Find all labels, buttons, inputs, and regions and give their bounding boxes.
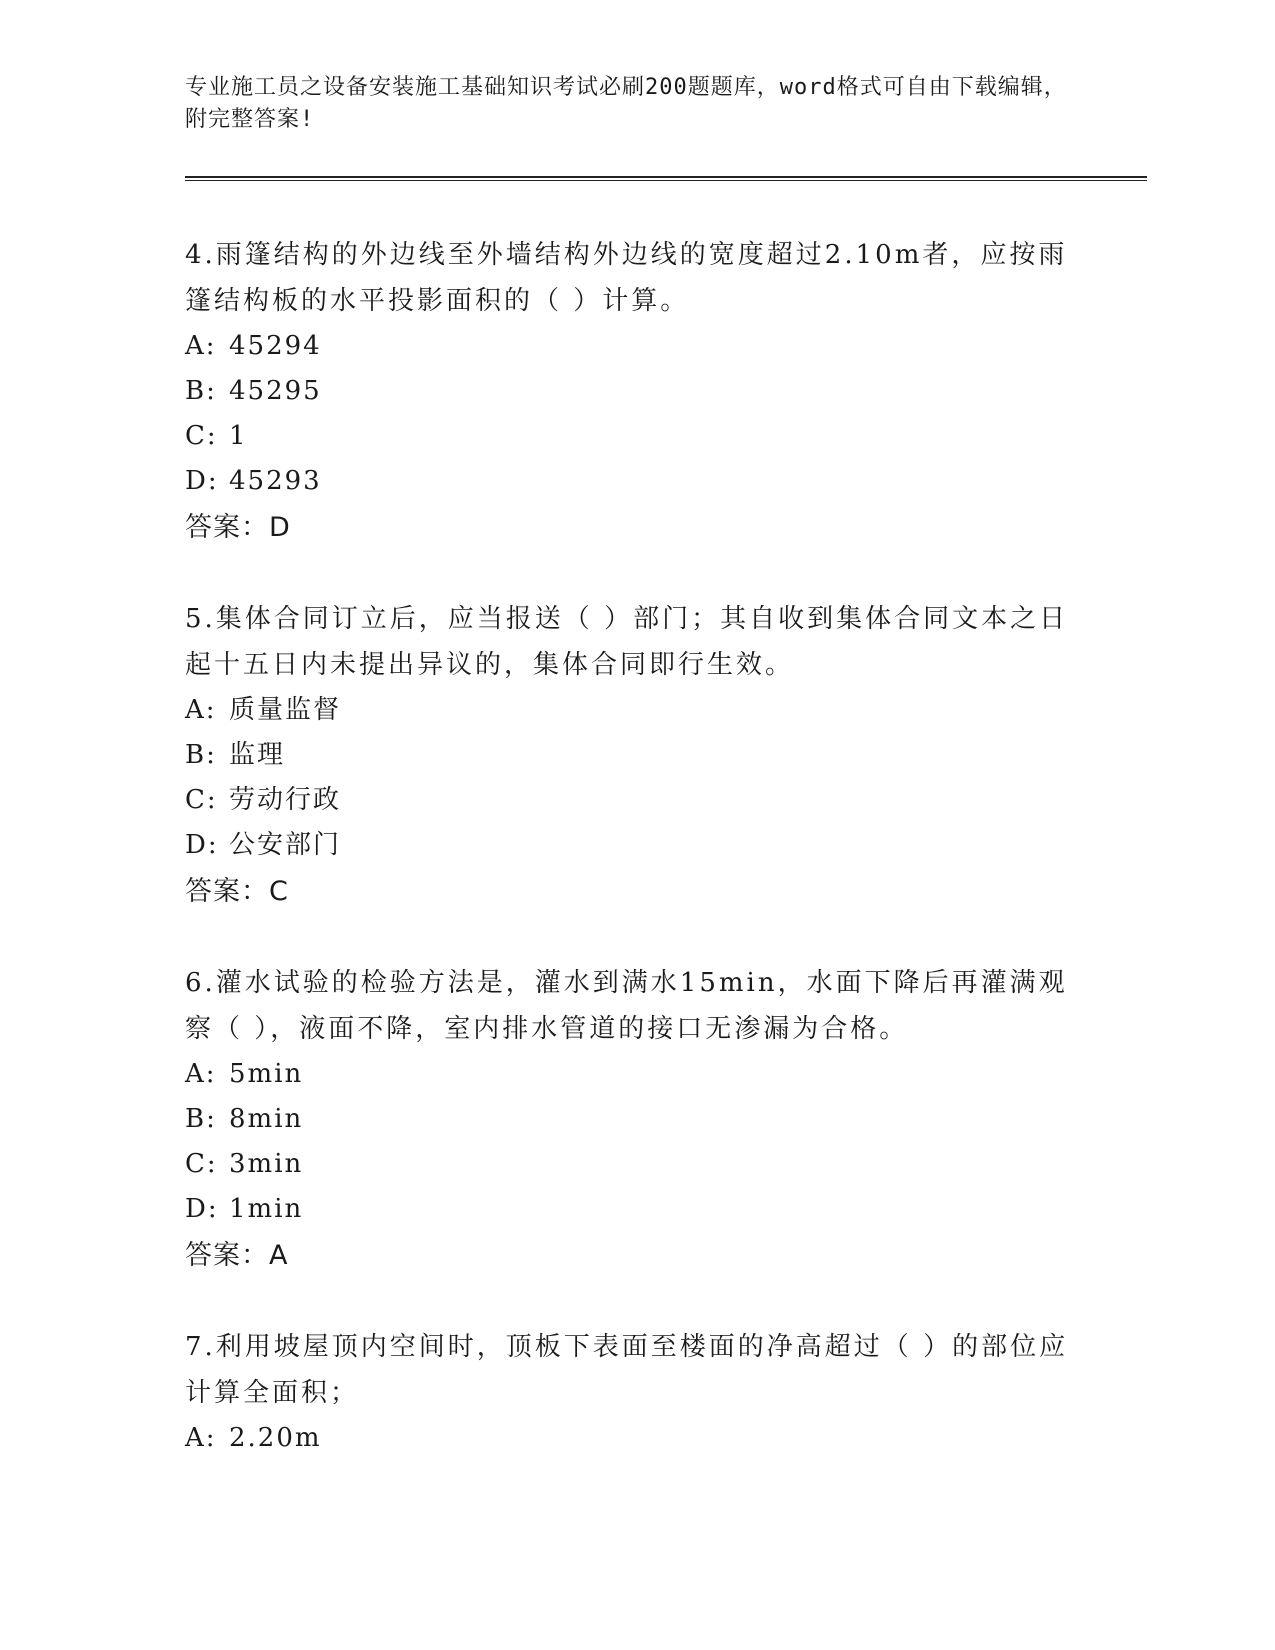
question-item (185, 960, 1085, 1280)
option-c (185, 1142, 1085, 1187)
option-b (185, 1097, 1085, 1142)
option-key: B: (185, 740, 217, 770)
question-stem: 7.利用坡屋顶内空间时，顶板下表面至楼面的净高超过（ ）的部位应计算全面积； (185, 1332, 1069, 1408)
option-c (185, 778, 1085, 823)
option-key: C: (185, 421, 218, 451)
answer-line: 答案：C (185, 876, 289, 907)
option-d (185, 459, 1085, 504)
option-text: 45294 (229, 331, 322, 361)
option-key: D: (185, 830, 219, 860)
question-stem: 6.灌水试验的检验方法是，灌水到满水15min，水面下降后再灌满观察（ ），液面不降，室内排水管道的接口无渗漏为合格。 (185, 968, 1068, 1044)
option-key: A: (185, 1423, 217, 1453)
answer-line: 答案：A (185, 1240, 289, 1271)
option-text: 1 (229, 421, 248, 451)
question-list (185, 232, 1085, 1505)
option-c (185, 414, 1085, 459)
option-text: 监理 (229, 740, 286, 770)
option-key: C: (185, 785, 218, 815)
option-text: 3min (229, 1149, 304, 1179)
document-header: 专业施工员之设备安装施工基础知识考试必刷200题题库，word格式可自由下载编辑，附完整答案! (185, 75, 1067, 132)
option-key: C: (185, 1149, 218, 1179)
question-item (185, 596, 1085, 916)
option-text: 8min (229, 1104, 304, 1134)
option-key: B: (185, 1104, 217, 1134)
question-stem: 4.雨篷结构的外边线至外墙结构外边线的宽度超过2.10m者，应按雨篷结构板的水平投影面积的（ ）计算。 (185, 240, 1068, 316)
option-text: 2.20m (229, 1423, 322, 1453)
option-text: 45295 (229, 376, 322, 406)
option-text: 质量监督 (229, 695, 342, 725)
option-text: 劳动行政 (229, 785, 342, 815)
option-a (185, 1052, 1085, 1097)
option-key: A: (185, 695, 217, 725)
option-d (185, 823, 1085, 868)
question-stem: 5.集体合同订立后，应当报送（ ）部门；其自收到集体合同文本之日起十五日内未提出异议的，集体合同即行生效。 (185, 604, 1069, 680)
option-b (185, 733, 1085, 778)
option-key: B: (185, 376, 217, 406)
answer-line: 答案：D (185, 512, 291, 543)
option-a (185, 324, 1085, 369)
option-a (185, 1416, 1085, 1461)
option-b (185, 369, 1085, 414)
question-item (185, 232, 1085, 552)
option-d (185, 1187, 1085, 1232)
option-key: A: (185, 331, 217, 361)
option-text: 45293 (229, 466, 322, 496)
header-divider (185, 176, 1147, 181)
option-key: D: (185, 466, 219, 496)
option-key: D: (185, 1194, 219, 1224)
option-text: 5min (229, 1059, 304, 1089)
option-key: A: (185, 1059, 217, 1089)
option-a (185, 688, 1085, 733)
question-item (185, 1324, 1085, 1461)
option-text: 公安部门 (229, 830, 342, 860)
option-text: 1min (229, 1194, 304, 1224)
